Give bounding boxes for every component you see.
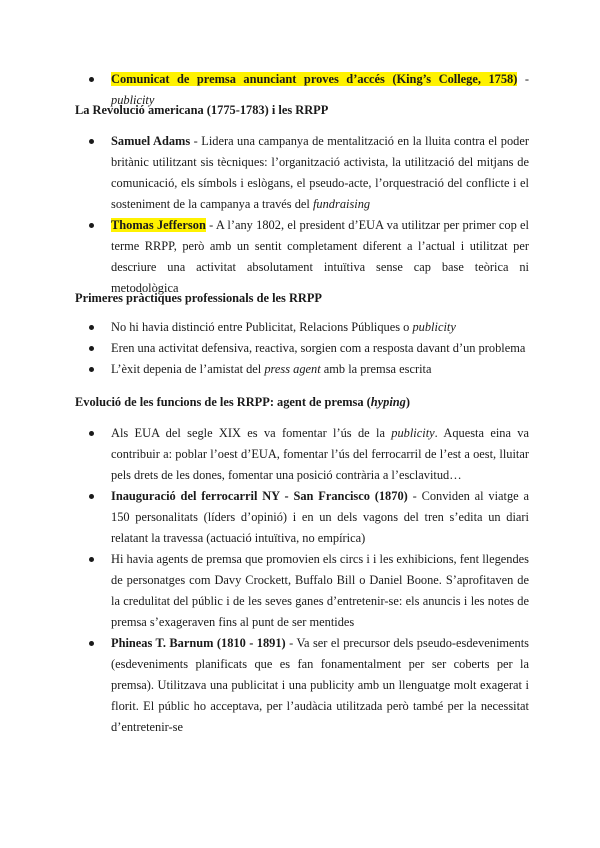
list-item: L’èxit depenia de l’amistat del press agent amb la premsa escrita [75,359,529,380]
section-heading-revolucio: La Revolució americana (1775-1783) i les RRPP [75,103,329,117]
list-item: Samuel Adams - Lidera una campanya de mentalització en la lluita contra el poder britànic utilitzant sis tècniques: l’organització activista, la utilització del mitjans de comunicació, els símbols i eslògans, el pseudo-acte, l’orquestració del conflicte i el sosteniment de la campanya a través del fundraising [75,131,529,215]
list-item: Eren una activitat defensiva, reactiva, sorgien com a resposta davant d’un problema [75,338,529,359]
list-item: Comunicat de premsa anunciant proves d’accés (King’s College, 1758) - publicity [75,69,529,111]
list-item: Als EUA del segle XIX es va fomentar l’ús de la publicity. Aquesta eina va contribuir a: poblar l’oest d’EUA, fomentar l’ús del ferrocarril de l’est a oest, lluitar pels drets de les dones, fomentar una posició contrària a l’esclavitud… [75,423,529,486]
section2-list [75,317,529,380]
section1-list [75,131,529,299]
section-heading-primeres-practiques: Primeres pràctiques professionals de les RRPP [75,291,322,305]
list-item: Thomas Jefferson - A l’any 1802, el president d’EUA va utilitzar per primer cop el terme RRPP, però amb un sentit completament diferent a l’actual i utilitzat per descriure una activitat absolutament intuïtiva sense cap base teòrica ni metodològica [75,215,529,299]
section3-list [75,423,529,738]
list-item: Hi havia agents de premsa que promovien els circs i i les exhibicions, fent llegendes de personatges com Davy Crockett, Buffalo Bill o Daniel Boone. S’aprofitaven de la credulitat del públic i de les seves ganes d’entretenir-se: els anuncis i les notes de premsa s’exageraven fins al punt de ser mentides [75,549,529,633]
section-heading-evolucio: Evolució de les funcions de les RRPP: agent de premsa (hyping) [75,395,411,409]
list-item: Inauguració del ferrocarril NY - San Francisco (1870) - Conviden al viatge a 150 personalitats (líders d’opinió) i en un dels vagons del tren s’edita un diari relatant la travessa (actuació intuïtiva, no empírica) [75,486,529,549]
list-item: Phineas T. Barnum (1810 - 1891) - Va ser el precursor dels pseudo-esdeveniments (esdeveniments planificats que es fan fonamentalment per ser coberts per la premsa). Utilitzava una publicitat i una publicity amb un llenguatge molt exagerat i florit. El públic ho acceptava, per l’audàcia utilitzada però també per la necessitat d’entretenir-se [75,633,529,738]
highlighted-bold-text: Comunicat de premsa anunciant proves d’accés (King’s College, 1758) [111,72,518,86]
list-item: No hi havia distinció entre Publicitat, Relacions Públiques o publicity [75,317,529,338]
